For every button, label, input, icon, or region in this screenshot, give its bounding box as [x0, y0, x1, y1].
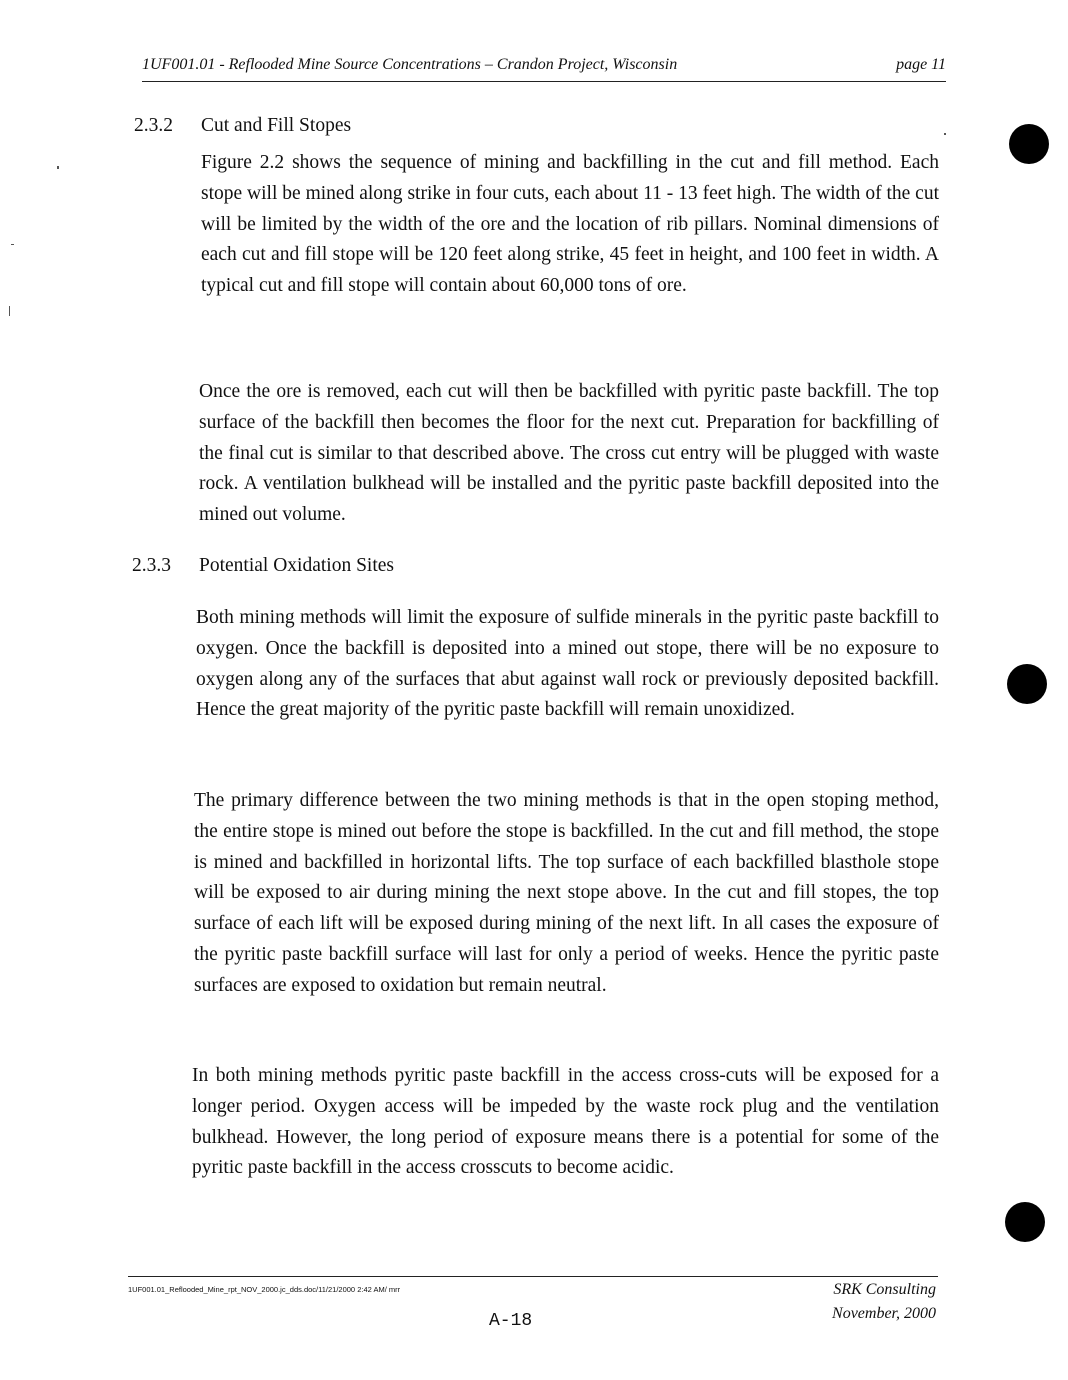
footer-company: SRK Consulting	[833, 1281, 936, 1298]
footer-page-code: A-18	[489, 1311, 533, 1331]
section-heading-2-3-3	[132, 555, 394, 577]
footer-date: November, 2000	[832, 1305, 936, 1322]
scan-speck	[944, 133, 946, 135]
scan-speck	[9, 306, 10, 316]
paragraph-backfill-process: Once the ore is removed, each cut will then be backfilled with pyritic paste backfill. The top surface of the backfill then becomes the floor for the next cut. Preparation for backfilling of the final cut is similar to that described above. The cross cut entry will be plugged with waste rock. A ventilation bulkhead will be installed and the pyritic paste backfill deposited into the mined out volume.	[199, 381, 939, 526]
footer-file-path: 1UF001.01_Reflooded_Mine_rpt_NOV_2000.jc_dds.doc/11/21/2000 2:42 AM/ mrr	[128, 1285, 401, 1294]
paragraph-access-crosscuts: In both mining methods pyritic paste backfill in the access cross-cuts will be exposed for a longer period. Oxygen access will be impeded by the waste rock plug and the ventilation bulkhead. However, the long period of exposure means there is a potential for some of the pyritic paste backfill in the access crosscuts to become acidic.	[192, 1065, 939, 1179]
margin-bullet	[1005, 1202, 1045, 1242]
section-number: 2.3.3	[132, 555, 171, 576]
paragraph-limited-exposure: Both mining methods will limit the exposure of sulfide minerals in the pyritic paste backfill to oxygen. Once the backfill is deposited into a mined out stope, there will be no exposure to oxygen along any of the surfaces that abut against wall rock or previously deposited backfill. Hence the great majority of the pyritic paste backfill will remain unoxidized.	[196, 607, 939, 721]
paragraph-mining-method-difference: The primary difference between the two mining methods is that in the open stoping method, the entire stope is mined out before the stope is backfilled. In the cut and fill method, the stope is mined and backfilled in horizontal lifts. The top surface of each backfilled blasthole stope will be exposed to air during mining the next stope above. In the cut and fill stopes, the top surface of each lift will be exposed during mining of the next lift. In all cases the exposure of the pyritic paste backfill surface will last for only a period of weeks. Hence the pyritic paste surfaces are exposed to oxidation but remain neutral.	[194, 790, 939, 996]
header-title: 1UF001.01 - Reflooded Mine Source Concentrations – Crandon Project, Wisconsin	[142, 56, 678, 73]
section-heading-2-3-2	[134, 115, 351, 137]
footer-rule	[128, 1276, 938, 1277]
margin-bullet	[1009, 124, 1049, 164]
paragraph-cut-and-fill-sequence: Figure 2.2 shows the sequence of mining and backfilling in the cut and fill method. Each stope will be mined along strike in four cuts, each about 11 - 13 feet high. The width of the cut will be limited by the width of the ore and the location of rib pillars. Nominal dimensions of each cut and fill stope will be 120 feet along strike, 45 feet in height, and 100 feet in width. A typical cut and fill stope will contain about 60,000 tons of ore.	[201, 152, 939, 297]
section-title: Cut and Fill Stopes	[201, 115, 352, 136]
header-rule	[142, 81, 946, 82]
header-page-number: page 11	[896, 56, 946, 73]
margin-bullet	[1007, 664, 1047, 704]
section-title: Potential Oxidation Sites	[199, 555, 394, 576]
scan-speck	[57, 166, 59, 169]
page-header	[142, 54, 946, 78]
section-number: 2.3.2	[134, 115, 173, 136]
scan-speck	[11, 244, 14, 245]
